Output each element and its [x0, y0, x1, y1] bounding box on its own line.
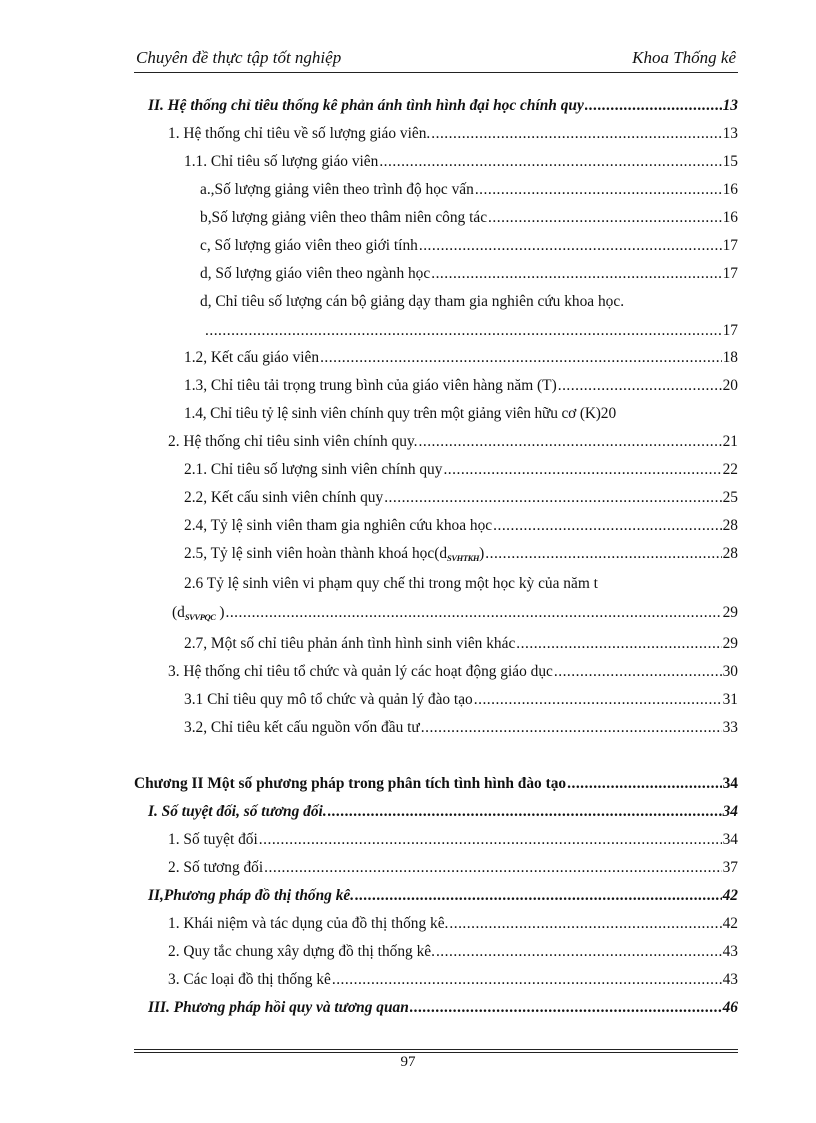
- toc-leader: [488, 206, 722, 230]
- toc-entry: [134, 319, 738, 343]
- toc-entry: [134, 374, 738, 398]
- toc-entry-text: II,Phương pháp đồ thị thống kê.: [148, 887, 355, 904]
- toc-entry-text: 2.4, Tỷ lệ sinh viên tham gia nghiên cứu khoa học: [184, 517, 493, 534]
- toc-leader: [379, 150, 721, 174]
- toc-leader: [320, 346, 722, 370]
- toc-entry-subscript: SVHTKH: [447, 553, 480, 563]
- toc-entry-text: II. Hệ thống chỉ tiêu thống kê phản ánh tình hình đại học chính quy: [148, 97, 584, 114]
- toc-leader: [449, 912, 721, 936]
- toc-entry-subscript: SVVPQC: [184, 612, 216, 622]
- toc-leader: [485, 542, 721, 566]
- toc-leader: [474, 688, 722, 712]
- toc-entry-page: 43: [722, 943, 738, 960]
- toc-entry-text: 2.7, Một số chỉ tiêu phản ánh tình hình sinh viên khác: [184, 635, 516, 652]
- toc-leader: [205, 319, 722, 343]
- toc-entry-text: 2.1. Chỉ tiêu số lượng sinh viên chính quy: [184, 461, 443, 478]
- toc-leader: [419, 234, 722, 258]
- toc-entry: [134, 514, 738, 538]
- toc-entry: [134, 206, 738, 230]
- toc-entry: [134, 122, 738, 146]
- toc-leader: [259, 828, 722, 852]
- toc-entry-page: 13: [722, 125, 738, 142]
- toc-leader: [355, 884, 722, 908]
- toc-entry-text: 2. Quy tắc chung xây dựng đồ thị thống kê.: [168, 943, 435, 960]
- toc-entry-text: 1.3, Chỉ tiêu tải trọng trung bình của giáo viên hàng năm (T): [184, 377, 557, 394]
- toc-leader: [443, 458, 721, 482]
- toc-entry-page: 30: [722, 663, 738, 680]
- toc-leader: [421, 716, 722, 740]
- toc-entry-text: 1. Số tuyệt đối: [168, 831, 258, 848]
- toc-entry-text: 3.1 Chỉ tiêu quy mô tổ chức và quản lý đào tạo: [184, 691, 473, 708]
- toc-leader: [384, 486, 721, 510]
- toc-entry-page: 34: [722, 775, 738, 792]
- toc-entry: [134, 601, 738, 625]
- toc-entry-text: c, Số lượng giáo viên theo giới tính: [200, 237, 418, 254]
- toc-leader: [516, 632, 721, 656]
- toc-entry-page: 29: [722, 635, 738, 652]
- toc-leader: [225, 601, 721, 625]
- toc-entry-text: 2. Số tương đối: [168, 859, 264, 876]
- toc-entry-text: 2.5, Tỷ lệ sinh viên hoàn thành khoá học(d: [184, 545, 448, 562]
- toc-leader: [558, 374, 722, 398]
- toc-entry-page: 17: [722, 237, 738, 254]
- toc-entry-page: 37: [722, 859, 738, 876]
- toc-leader: [554, 660, 722, 684]
- toc-entry: [134, 94, 738, 118]
- toc-leader: [431, 122, 721, 146]
- toc-entry-text: 1.4, Chỉ tiêu tỷ lệ sinh viên chính quy trên một giảng viên hữu cơ (K): [184, 405, 601, 422]
- toc-leader: [264, 856, 721, 880]
- toc-leader: [475, 178, 722, 202]
- toc-entry-text: I. Số tuyệt đối, số tương đối.: [148, 803, 327, 820]
- toc-entry: [134, 856, 738, 880]
- toc-leader: [493, 514, 721, 538]
- toc-entry: [134, 486, 738, 510]
- toc-entry-page: 42: [722, 887, 738, 904]
- toc-entry-page: 13: [722, 97, 738, 114]
- toc-leader: [431, 262, 721, 286]
- toc-entry-suffix: ): [479, 545, 485, 562]
- toc-entry-page: 20: [600, 405, 617, 422]
- toc-entry-text: 1.1. Chỉ tiêu số lượng giáo viên: [184, 153, 379, 170]
- toc-entry-page: 29: [722, 604, 738, 621]
- toc-entry-page: 18: [722, 349, 738, 366]
- toc-entry-text: III. Phương pháp hồi quy và tương quan: [148, 999, 409, 1016]
- page-header: [134, 48, 738, 72]
- toc-entry-page: 42: [722, 915, 738, 932]
- toc-entry-text: 2.2, Kết cấu sinh viên chính quy: [184, 489, 384, 506]
- toc-entry-text: 2.6 Tỷ lệ sinh viên vi phạm quy chế thi trong một học kỳ của năm t: [184, 575, 598, 592]
- toc-entry-page: 25: [722, 489, 738, 506]
- toc-entry-suffix: ): [215, 604, 225, 621]
- toc-leader: [436, 940, 722, 964]
- toc-entry-text: 3.2, Chỉ tiêu kết cấu nguồn vốn đầu tư: [184, 719, 420, 736]
- toc-leader: [567, 772, 721, 796]
- toc-entry-page: 43: [722, 971, 738, 988]
- header-left-title: Chuyên đề thực tập tốt nghiệp: [136, 48, 342, 67]
- toc-entry-text: a.,Số lượng giảng viên theo trình độ học vấn: [200, 181, 474, 198]
- toc-entry-text: 3. Các loại đồ thị thống kê: [168, 971, 331, 988]
- toc-entry: [134, 402, 738, 426]
- toc-entry-page: 16: [722, 181, 738, 198]
- toc-entry-text: d, Chỉ tiêu số lượng cán bộ giảng dạy tham gia nghiên cứu khoa học.: [200, 293, 625, 310]
- page-number: 97: [400, 1054, 416, 1070]
- toc-entry-page: 21: [722, 433, 738, 450]
- toc-entry: [134, 150, 738, 174]
- toc-leader: [585, 94, 722, 118]
- toc-leader: [328, 800, 722, 824]
- toc-leader: [332, 968, 722, 992]
- toc-entry: [134, 346, 738, 370]
- toc-entry: [134, 800, 738, 824]
- toc-entry-page: 17: [722, 322, 738, 339]
- toc-entry: [134, 542, 738, 566]
- toc-entry: [134, 660, 738, 684]
- toc-entry: [134, 884, 738, 908]
- toc-entry-page: 34: [722, 803, 738, 820]
- toc-entry: [134, 178, 738, 202]
- toc-entry: [134, 234, 738, 258]
- toc-entry: [134, 716, 738, 740]
- toc-entry-page: 28: [722, 545, 738, 562]
- footer-rule: [134, 1049, 738, 1050]
- header-right-title: Khoa Thống kê: [632, 48, 736, 67]
- toc-entry-page: 46: [722, 999, 738, 1016]
- toc-leader: [410, 996, 722, 1020]
- toc-entry-text: b,Số lượng giảng viên theo thâm niên công tác: [200, 209, 488, 226]
- toc-entry-page: 20: [722, 377, 738, 394]
- toc-leader: [419, 430, 722, 454]
- toc-entry-text: d, Số lượng giáo viên theo ngành học: [200, 265, 431, 282]
- toc-entry: [134, 828, 738, 852]
- toc-entry: [134, 262, 738, 286]
- toc-entry: [134, 430, 738, 454]
- toc-entry-page: 22: [722, 461, 738, 478]
- toc-entry-text: 2. Hệ thống chỉ tiêu sinh viên chính quy.: [168, 433, 418, 450]
- toc-entry-page: 17: [722, 265, 738, 282]
- toc-entry: [134, 940, 738, 964]
- footer-rule: [134, 1052, 738, 1053]
- header-rule: [134, 72, 738, 73]
- toc-entry-page: 28: [722, 517, 738, 534]
- toc-entry-page: 15: [722, 153, 738, 170]
- toc-entry-text: 1.2, Kết cấu giáo viên: [184, 349, 320, 366]
- toc-entry: [134, 458, 738, 482]
- toc-entry-text: 1. Khái niệm và tác dụng của đồ thị thống kê.: [168, 915, 449, 932]
- toc-entry-page: 34: [722, 831, 738, 848]
- toc-entry: [134, 996, 738, 1020]
- toc-entry-page: 16: [722, 209, 738, 226]
- toc-entry-page: 33: [722, 719, 738, 736]
- toc-entry: [134, 968, 738, 992]
- toc-entry-text: Chương II Một số phương pháp trong phân tích tình hình đào tạo: [134, 775, 567, 792]
- toc-entry: [134, 688, 738, 712]
- toc-entry-text: 1. Hệ thống chỉ tiêu về số lượng giáo viên.: [168, 125, 431, 142]
- toc-chapter-entry: [134, 772, 738, 796]
- toc-entry-prefix: (d: [172, 604, 185, 621]
- toc-entry-page: 31: [722, 691, 738, 708]
- toc-entry-text: 3. Hệ thống chỉ tiêu tổ chức và quản lý các hoạt động giáo dục: [168, 663, 553, 680]
- toc-entry: [134, 632, 738, 656]
- toc-entry: [134, 912, 738, 936]
